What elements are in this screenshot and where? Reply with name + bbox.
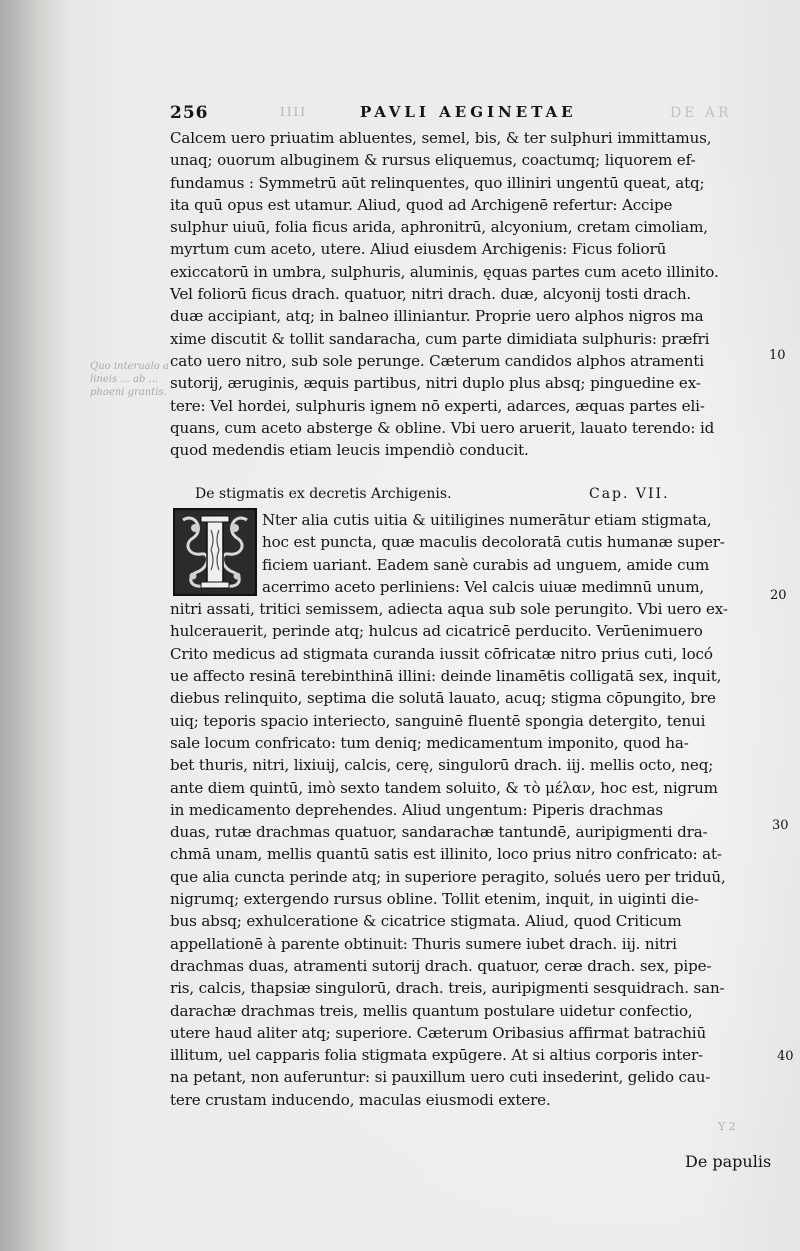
gutter-shadow [0, 0, 70, 1251]
line-number-30: 30 [772, 818, 789, 833]
text-line: sulphur uiuū, folia ficus arida, aphronitrū, alcyonium, cretam cimoliam, [170, 218, 708, 237]
text-line: Calcem uero priuatim abluentes, semel, bis, & ter sulphuri immittamus, [170, 129, 712, 147]
text-line: ante diem quintū, imò sexto tandem soluito, & τὸ μέλαν, hoc est, nigrum [170, 778, 718, 797]
text-line: na petant, non auferuntur: si pauxillum uero cuti insederint, gelido cau- [170, 1068, 711, 1087]
text-block-stigmata [170, 509, 728, 1111]
text-line: Nter alia cutis uitia & uitiligines numerātur etiam stigmata, [262, 511, 712, 529]
chapter-title: De stigmatis ex decretis Archigenis. [195, 486, 452, 502]
bleed-through-text: DE AR [670, 105, 732, 121]
text-line: que alia cuncta perinde atq; in superiore peragito, solués uero per triduū, [170, 867, 726, 886]
text-line: Crito medicus ad stigmata curanda iussit cōfricatæ nitro prius cuti, locó [170, 644, 713, 663]
text-line: xime discutit & tollit sandaracha, cum parte dimidiata sulphuris: præfri [170, 329, 710, 348]
text-line: sutorij, æruginis, æquis partibus, nitri duplo plus absq; pinguedine ex- [170, 374, 701, 393]
running-title: PAVLI AEGINETAE [360, 103, 577, 121]
text-line: drachmas duas, atramenti sutorij drach. quatuor, ceræ drach. sex, pipe- [170, 956, 712, 975]
text-line: bus absq; exhulceratione & cicatrice stigmata. Aliud, quod Criticum [170, 912, 682, 931]
text-line: sale locum confricato: tum deniq; medicamentum imponito, quod ha- [170, 733, 689, 752]
text-line: tere: Vel hordei, sulphuris ignem nō experti, adarces, æquas partes eli- [170, 396, 705, 415]
text-line: ris, calcis, thapsiæ singulorū, drach. treis, auripigmenti sesquidrach. san- [170, 979, 725, 998]
text-line: tere crustam inducendo, maculas eiusmodi extere. [170, 1090, 551, 1109]
text-line: diebus relinquito, septima die solutā lauato, acuq; stigma cōpungito, bre [170, 689, 716, 708]
chapter-heading [195, 484, 795, 506]
text-line: darachæ drachmas treis, mellis quantum postulare uidetur confectio, [170, 1001, 693, 1020]
text-line: exiccatorū in umbra, sulphuris, aluminis, ęquas partes cum aceto illinito. [170, 262, 719, 281]
text-line: unaq; ouorum albuginem & rursus eliquemus, coactumq; liquorem ef- [170, 151, 696, 170]
line-number-20: 20 [770, 588, 787, 603]
text-line: utere haud aliter atq; superiore. Cæterum Oribasius affirmat batrachiū [170, 1023, 707, 1042]
text-line: fundamus : Symmetrū aūt relinquentes, quo illiniri ungentū queat, atq; [170, 173, 705, 192]
text-line: nitri assati, tritici semissem, adiecta aqua sub sole perungito. Vbi uero ex- [170, 600, 728, 619]
text-line: quod medendis etiam leucis impendiò conducit. [170, 441, 529, 460]
text-line: in medicamento deprehendes. Aliud ungentum: Piperis drachmas [170, 800, 663, 819]
text-line: illitum, uel capparis folia stigmata expūgere. At si altius corporis inter- [170, 1046, 703, 1065]
text-line: hulcerauerit, perinde atq; hulcus ad cicatricē perducito. Verūenimuero [170, 622, 703, 641]
text-line: hoc est puncta, quæ maculis decoloratā cutis humanæ super- [262, 533, 725, 552]
text-line: nigrumq; extergendo rursus obline. Tollit etenim, inquit, in uiginti die- [170, 890, 699, 909]
text-line: ficiem uariant. Eadem sanè curabis ad unguem, amide cum [262, 555, 710, 574]
text-line: bet thuris, nitri, lixiuij, calcis, cerę, singulorū drach. iij. mellis octo, neq; [170, 756, 714, 775]
chapter-number: Cap. VII. [589, 486, 670, 502]
text-line: duæ accipiant, atq; in balneo illiniantur. Proprie uero alphos nigros ma [170, 307, 704, 326]
text-line: chmā unam, mellis quantū satis est illinito, loco prius nitro confricato: at- [170, 845, 722, 864]
page-number: 256 [170, 103, 209, 123]
text-line: duas, rutæ drachmas quatuor, sandarachæ tantundē, auripigmenti dra- [170, 823, 708, 842]
line-number-40: 40 [777, 1049, 794, 1064]
line-number-10: 10 [769, 348, 786, 363]
text-line: uiq; teporis spacio interiecto, sanguinē fluentē spongia detergito, tenui [170, 711, 706, 730]
bleed-through-text: IIII [280, 105, 307, 119]
text-line: cato uero nitro, sub sole perunge. Cæterum candidos alphos atramenti [170, 351, 704, 370]
text-line: ita quū opus est utamur. Aliud, quod ad Archigenē refertur: Accipe [170, 195, 673, 214]
text-line: acerrimo aceto perliniens: Vel calcis uiuæ medimnū unum, [262, 577, 705, 596]
text-line: Vel foliorū ficus drach. quatuor, nitri drach. duæ, alcyonij tosti drach. [170, 285, 692, 304]
catchword: De papulis [685, 1152, 772, 1171]
page-header [170, 103, 790, 125]
text-block-alphos [170, 127, 719, 461]
bleed-through-margin-note: Quo interualo a lineis ... ab ... phoeni grantis. [90, 361, 169, 398]
text-line: myrtum cum aceto, utere. Aliud eiusdem Archigenis: Ficus foliorū [170, 240, 667, 259]
text-line: quans, cum aceto absterge & obline. Vbi uero aruerit, lauato terendo: id [170, 418, 715, 437]
text-line: ue affecto resinā terebinthinā illini: deinde linamētis colligatā sex, inquit, [170, 667, 722, 686]
text-line: appellationē à parente obtinuit: Thuris sumere iubet drach. iij. nitri [170, 934, 677, 953]
bleed-through-signature: Y 2 [718, 1120, 736, 1133]
